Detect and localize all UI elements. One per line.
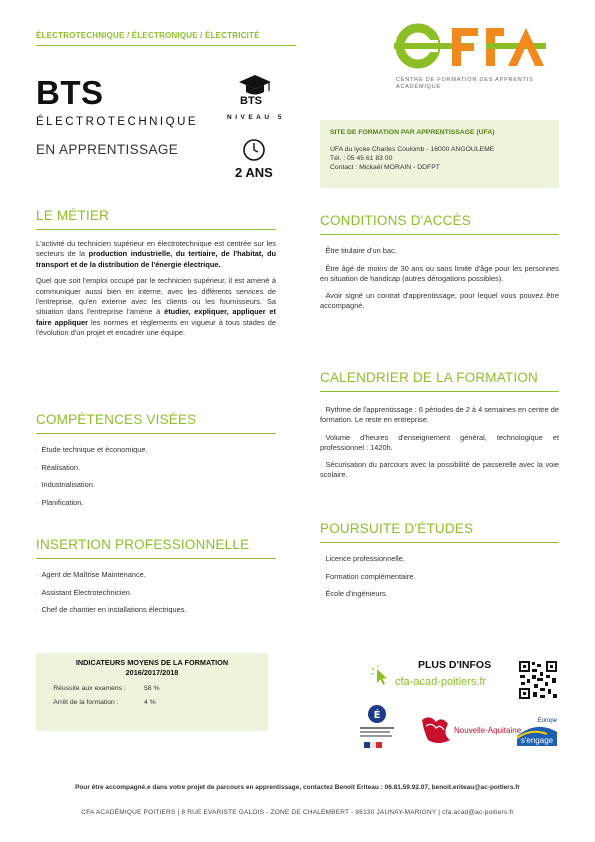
duration-label: 2 ANS xyxy=(235,165,273,180)
svg-text:Nouvelle-Aquitaine: Nouvelle-Aquitaine xyxy=(454,726,522,735)
page-subtitle: ÉLECTROTECHNIQUE xyxy=(36,116,199,128)
cfa-logo-text: CENTRE DE FORMATION DES APPRENTIS ACADÉMIQUE xyxy=(396,77,534,90)
list-item: · Étude technique et économique. xyxy=(36,445,148,454)
academie-poitiers-logo xyxy=(350,700,404,754)
section-calendrier xyxy=(320,370,559,488)
section-divider xyxy=(36,433,276,434)
section-divider xyxy=(36,558,276,559)
section-conditions xyxy=(320,213,559,319)
more-info-title: PLUS D'INFOS xyxy=(418,659,492,671)
training-site-box xyxy=(320,120,559,188)
section-divider xyxy=(36,229,276,230)
section-poursuite xyxy=(320,521,559,607)
clock-icon xyxy=(242,138,266,162)
region-logo xyxy=(420,712,522,752)
section-divider xyxy=(320,391,559,392)
header-divider xyxy=(36,45,296,46)
footer-address: CFA ACADÉMIQUE POITIERS | 8 RUE EVARISTE GALOIS - ZONE DE CHALEMBERT - 86130 JAUNAY-MARIGNY | cfa.acad@ac-poitiers.fr xyxy=(81,809,514,816)
section-divider xyxy=(320,542,559,543)
list-item: · École d'ingénieurs. xyxy=(320,589,388,598)
svg-text:É: É xyxy=(373,710,381,721)
level-label: NIVEAU 5 xyxy=(227,114,285,121)
list-item: · Rythme de l'apprentissage : 6 périodes de 2 à 4 semaines en centre de formation. Le reste en entreprise. xyxy=(320,405,560,424)
indicators-title: INDICATEURS MOYENS DE LA FORMATION xyxy=(75,658,229,667)
list-item: · Volume d'heures d'enseignement général, technologique et professionnel : 1420h. xyxy=(320,432,559,452)
europe-logo xyxy=(515,716,559,752)
list-item: · Licence professionnelle. xyxy=(320,554,405,563)
website-link[interactable]: cfa-acad-poitiers.fr xyxy=(395,676,487,688)
insertion-list xyxy=(36,570,276,615)
section-title: CONDITIONS D'ACCÈS xyxy=(320,213,471,228)
indicators-years: 2016/2017/2018 xyxy=(125,668,179,677)
poursuite-list xyxy=(320,554,559,599)
list-item: · Avoir signé un contrat d'apprentissage, pour lequel vous pouvez être accompagné. xyxy=(320,291,559,310)
site-address: UFA du lycée Charles Coulomb - 16000 ANGOULEME xyxy=(330,146,495,153)
cursor-icon xyxy=(371,665,393,687)
section-divider xyxy=(320,234,559,235)
section-title: COMPÉTENCES VISÉES xyxy=(36,412,197,427)
training-mode: EN APPRENTISSAGE xyxy=(36,142,179,157)
list-item: · Industrialisation. xyxy=(36,480,95,489)
svg-text:Europe: Europe xyxy=(537,718,557,724)
metier-paragraph-1: L'activité du technicien supérieur en électrotechnique est centrée sur les secteurs de la production industrielle, du tertiaire, de l'habitat, du transport et de la distribution de l'énergie électrique. xyxy=(36,239,276,269)
list-item: · Réalisation. xyxy=(36,462,81,472)
indicator-row: · Réussite aux examens : 58 % xyxy=(48,685,160,692)
list-item: · Sécurisation du parcours avec la possibilité de passerelle avec la voie scolaire. xyxy=(320,460,559,479)
section-competences xyxy=(36,412,276,515)
site-contact: Contact : Mickaël MORAIN - DDFPT xyxy=(330,164,440,171)
site-phone: Tél. : 05 45 61 83 00 xyxy=(330,155,393,162)
conditions-list xyxy=(320,246,559,311)
section-title: POURSUITE D'ÉTUDES xyxy=(320,521,474,536)
page-title: BTS xyxy=(36,74,104,111)
section-metier xyxy=(36,208,276,339)
indicators-box xyxy=(36,653,268,731)
metier-paragraph-2: Quel que soit l'emploi occupé par le technicien supérieur, il est amené à communiquer aussi bien en interne, avec les différents services de l'entreprise, qu'en externe avec les clients ou les fournisseurs. Sa situation dans l'entreprise l'amène à étudier, expliquer, appliquer et faire appliquer les normes et règlements en vigueur à tous stades de l'évolution d'un projet et encadrer une équipe. xyxy=(36,276,277,338)
list-item: · Agent de Maîtrise Maintenance. xyxy=(36,570,146,579)
section-title: LE MÉTIER xyxy=(36,208,110,223)
list-item: · Formation complémentaire. xyxy=(320,571,416,581)
section-insertion xyxy=(36,537,276,623)
svg-text:s'engage: s'engage xyxy=(520,736,554,745)
list-item: · Être titulaire d'un bac. xyxy=(320,246,397,255)
category-label: ÉLECTROTECHNIQUE / ÉLECTRONIQUE / ÉLECTRICITÉ xyxy=(36,31,260,40)
indicator-row: · Arrêt de la formation : 4 % xyxy=(48,699,156,706)
section-title: CALENDRIER DE LA FORMATION xyxy=(320,370,538,385)
footer-contact: Pour être accompagné.e dans votre projet de parcours en apprentissage, contactez Benoît Eriteau : 06.81.59.92.07, benoit.eriteau@ac-poitiers.fr xyxy=(75,784,520,791)
list-item: · Planification. xyxy=(36,497,84,507)
list-item: · Être âgé de moins de 30 ans ou sans limite d'âge pour les personnes en situation de handicap (autres dérogations possibles). xyxy=(320,263,559,283)
diploma-badge: BTS xyxy=(240,95,262,107)
section-title: INSERTION PROFESSIONNELLE xyxy=(36,537,250,552)
competences-list xyxy=(36,445,276,508)
calendrier-list xyxy=(320,405,559,480)
list-item: · Assistant Électrotechnicien. xyxy=(36,587,132,597)
qr-code xyxy=(518,660,558,700)
list-item: · Chef de chantier en installations électriques. xyxy=(36,605,187,614)
site-title: SITE DE FORMATION PAR APPRENTISSAGE (UFA) xyxy=(330,129,495,136)
